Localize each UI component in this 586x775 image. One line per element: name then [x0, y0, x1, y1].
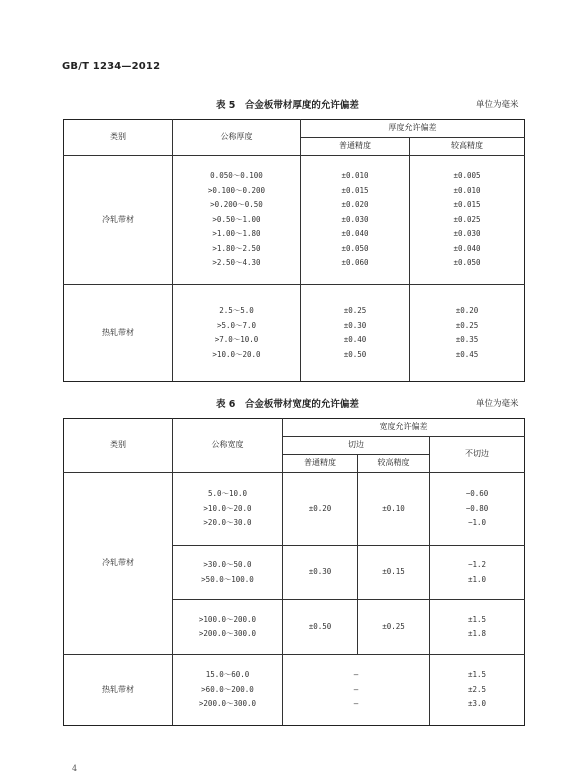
table6-high-cold-1: ±0.10: [358, 473, 430, 546]
table5-high-hot: ±0.20 ±0.25 ±0.35 ±0.45: [410, 285, 525, 382]
table6-category-hot: 热轧带材: [64, 655, 173, 726]
table5: [63, 119, 525, 382]
table5-header-nominal: 公称厚度: [173, 120, 301, 156]
table5-high-cold: ±0.005 ±0.010 ±0.015 ±0.025 ±0.030 ±0.040 ±0.050: [410, 156, 525, 285]
table5-category-cold: 冷轧带材: [64, 156, 173, 285]
table5-header-tolerance: 厚度允许偏差: [301, 120, 525, 138]
table5-header-high: 较高精度: [410, 138, 525, 156]
table6-normal-cold-2: ±0.30: [283, 546, 358, 600]
table6-header-cut: 切边: [283, 437, 430, 455]
table5-nominal-cold: 0.050～0.100 >0.100～0.200 >0.200～0.50 >0.50～1.00 >1.00～1.80 >1.80～2.50 >2.50～4.30: [173, 156, 301, 285]
table-row: [64, 655, 525, 726]
table6-high-cold-2: ±0.15: [358, 546, 430, 600]
table6-caption: 表 6 合金板带材宽度的允许偏差: [216, 399, 359, 410]
table6-unit: 单位为毫米: [476, 399, 519, 409]
table6-normal-cold-3: ±0.50: [283, 600, 358, 655]
table6-header-high: 较高精度: [358, 455, 430, 473]
table6-header-normal: 普通精度: [283, 455, 358, 473]
table5-caption: 表 5 合金板带材厚度的允许偏差: [216, 100, 359, 111]
table5-category-hot: 热轧带材: [64, 285, 173, 382]
table5-header-normal: 普通精度: [301, 138, 410, 156]
table6-normal-cold-1: ±0.20: [283, 473, 358, 546]
table6-category-cold: 冷轧带材: [64, 473, 173, 655]
table6-nominal-cold-3: >100.0～200.0 >200.0～300.0: [173, 600, 283, 655]
table6: [63, 418, 525, 726]
table-row: [64, 156, 525, 285]
table5-normal-cold: ±0.010 ±0.015 ±0.020 ±0.030 ±0.040 ±0.050 ±0.060: [301, 156, 410, 285]
table6-cut-hot: — — —: [283, 655, 430, 726]
table6-header-tolerance: 宽度允许偏差: [283, 419, 525, 437]
table6-uncut-cold-3: ±1.5 ±1.8: [430, 600, 525, 655]
table5-normal-hot: ±0.25 ±0.30 ±0.40 ±0.50: [301, 285, 410, 382]
table5-unit: 单位为毫米: [476, 100, 519, 110]
table5-nominal-hot: 2.5～5.0 >5.0～7.0 >7.0～10.0 >10.0～20.0: [173, 285, 301, 382]
table6-nominal-hot: 15.0～60.0 >60.0～200.0 >200.0～300.0: [173, 655, 283, 726]
page-number: 4: [72, 764, 78, 773]
table6-nominal-cold-2: >30.0～50.0 >50.0～100.0: [173, 546, 283, 600]
table6-uncut-cold-2: −1.2 ±1.0: [430, 546, 525, 600]
table6-nominal-cold-1: 5.0～10.0 >10.0～20.0 >20.0～30.0: [173, 473, 283, 546]
table5-header-category: 类别: [64, 120, 173, 156]
table6-header-uncut: 不切边: [430, 437, 525, 473]
table6-header-category: 类别: [64, 419, 173, 473]
table6-uncut-hot: ±1.5 ±2.5 ±3.0: [430, 655, 525, 726]
table6-high-cold-3: ±0.25: [358, 600, 430, 655]
table6-header-nominal: 公称宽度: [173, 419, 283, 473]
table-row: [64, 473, 525, 546]
standard-code: GB/T 1234—2012: [62, 61, 161, 72]
table-row: [64, 285, 525, 382]
table6-uncut-cold-1: −0.60 −0.80 −1.0: [430, 473, 525, 546]
